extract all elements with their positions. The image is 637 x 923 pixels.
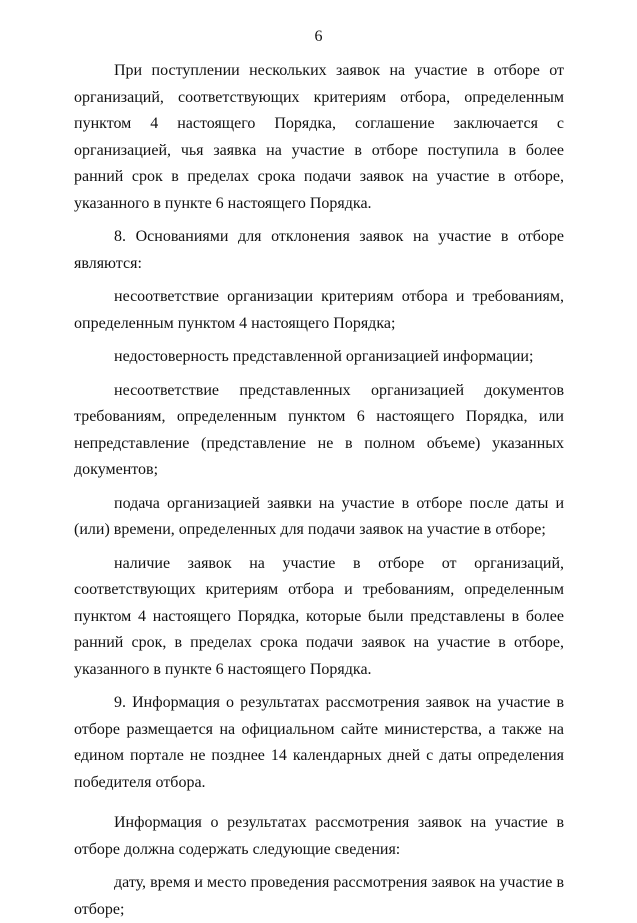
- paragraph: несоответствие организации критериям отбора и требованиям, определенным пунктом 4 настоящего Порядка;: [74, 288, 564, 332]
- paragraph: При поступлении нескольких заявок на участие в отборе от организаций, соответствующих критериям отбора, определенным пунктом 4 настоящего Порядка, соглашение заключается с организацией, чья заявка на участие в отборе поступила в более ранний срок в пределах срока подачи заявок на участие в отборе, указанного в пункте 6 настоящего Порядка.: [74, 62, 564, 212]
- document-body: [74, 58, 564, 923]
- paragraph: дату, время и место проведения рассмотрения заявок на участие в отборе;: [74, 874, 564, 918]
- paragraph: 9. Информация о результатах рассмотрения заявок на участие в отборе размещается на официальном сайте министерства, а также на едином портале не позднее 14 календарных дней с даты определения победителя отбора.: [74, 694, 564, 791]
- paragraph: несоответствие представленных организацией документов требованиям, определенным пунктом 6 настоящего Порядка, или непредставление (представление не в полном объеме) указанных документов;: [74, 381, 564, 478]
- paragraph: наличие заявок на участие в отборе от организаций, соответствующих критериям отбора и требованиям, определенным пунктом 4 настоящего Порядка, которые были представлены в более ранний срок, в пределах срока подачи заявок на участие в отборе, указанного в пункте 6 настоящего Порядка.: [74, 554, 564, 678]
- paragraph: 8. Основаниями для отклонения заявок на участие в отборе являются:: [74, 228, 564, 272]
- paragraph: подача организацией заявки на участие в отборе после даты и (или) времени, определенных для подачи заявок на участие в отборе;: [74, 494, 564, 538]
- page-number: 6: [314, 28, 323, 45]
- paragraph: недостоверность представленной организацией информации;: [114, 348, 534, 365]
- paragraph: Информация о результатах рассмотрения заявок на участие в отборе должна содержать следующие сведения:: [74, 814, 564, 858]
